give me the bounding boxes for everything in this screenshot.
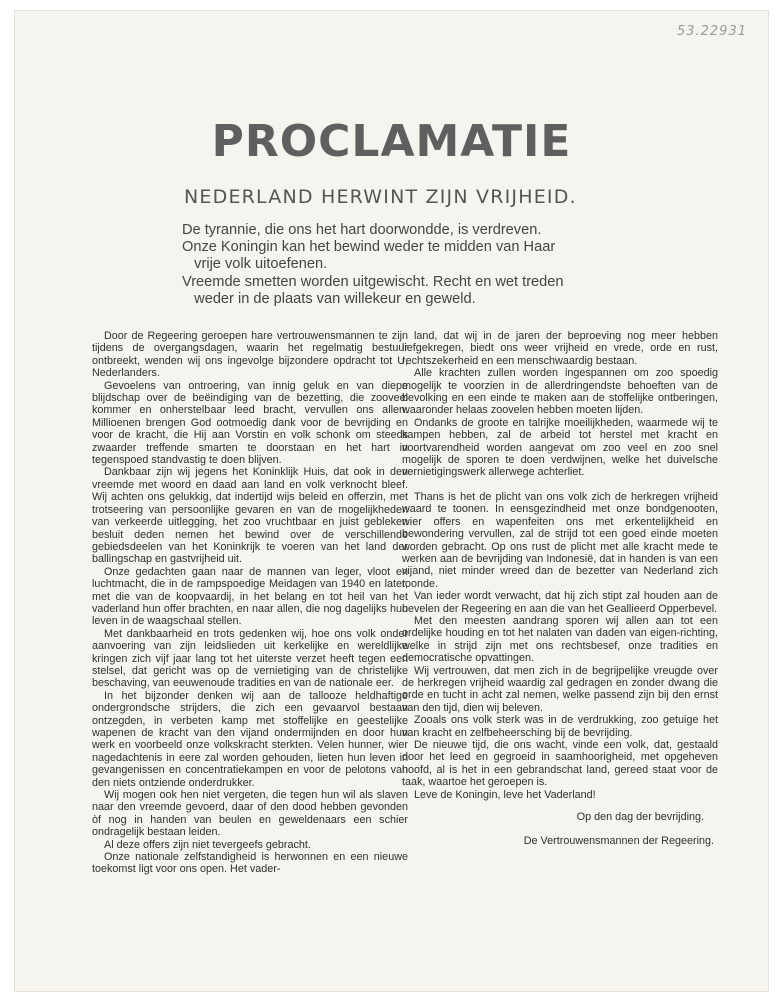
intro-line: Onze Koningin kan het bewind weder te midden van Haar (182, 239, 556, 256)
paragraph: Thans is het de plicht van ons volk zich de herkregen vrijheid waard te toonen. In eensgezindheid met onze bondgenooten, wier offers en wapenfeiten ons met erkentelijkheid en bewondering vervullen, zal de strijd tot een goed einde moeten worden gebracht. Op ons rust de plicht met alle kracht mede te werken aan de bevrijding van Indonesië, dat in handen is van een vijand, niet minder wreed dan de bezetter van Nederland zich toonde. (402, 490, 718, 590)
page-title: PROCLAMATIE (211, 116, 572, 167)
paragraph: Door de Regeering geroepen hare vertrouwensmannen te zijn tijdens de overgangsdagen, waarin het regelmatig bestuur ontbreekt, wenden wij ons ingevolge bijzondere opdracht tot U, Nederlanders. (92, 330, 408, 380)
intro-line: De tyrannie, die ons het hart doorwondde, is verdreven. (182, 222, 542, 238)
paragraph: Onze nationale zelfstandigheid is herwonnen en een nieuwe toekomst ligt voor ons open. Het vader- (92, 851, 408, 876)
paragraph: land, dat wij in de jaren der beproeving nog meer hebben liefgekregen, biedt ons weer vrijheid en vrede, orde en rust, rechtszekerheid en een menschwaardig bestaan. (402, 330, 718, 367)
paragraph: Al deze offers zijn niet tevergeefs gebracht. (104, 838, 311, 851)
paragraph: In het bijzonder denken wij aan de tallooze heldhaftige ondergrondsche strijders, die zich een gevaarvol bestaan ontzegden, in verbeten kamp met stoffelijke en geestelijke wapenen de kracht van den vijand ondermijnden en door hun werk en voorbeeld onze volkskracht sterkten. Velen hunner, wier nagedachtenis in eere zal worden gehouden, lieten hun leven in gevangenissen en concentratiekampen en voor de pelotons van den niets ontziende onderdrukker. (92, 689, 408, 789)
paragraph: Alle krachten zullen worden ingespannen om zoo spoedig mogelijk te voorzien in de allerdringendste behoeften van de bevolking en een einde te maken aan de stoffelijke ontberingen, waaronder helaas zoovelen hebben moeten lijden. (402, 367, 718, 417)
intro-block (182, 222, 642, 308)
paragraph: Gevoelens van ontroering, van innig geluk en van diepe blijdschap over de beëindiging van de bezetting, die zooveel kommer en onherstelbaar leed bracht, vervullen ons allen. Millioenen brengen God ootmoedig dank voor de bevrijding en voor de kracht, die Hij aan Vorstin en volk schonk om steeds zwaarder treffende smarten te doorstaan en het hart in tegenspoed standvastig te doen blijven. (92, 379, 408, 467)
paragraph: Met dankbaarheid en trots gedenken wij, hoe ons volk onder aanvoering van zijn leidslieden uit kerkelijke en wereldlijke kringen zich vijf jaar lang tot het uiterste verzet heeft tegen een stelsel, dat gericht was op de vernietiging van de christelijke beschaving, van eeuwenoude tradities en van de nationale eer. (92, 627, 408, 690)
paragraph: Onze gedachten gaan naar de mannen van leger, vloot en luchtmacht, die in de rampspoedige Meidagen van 1940 en later, met die van de koopvaardij, in het belang en tot heil van het vaderland hun offer brachten, en naar allen, die nog dagelijks hun leven in de waagschaal stellen. (92, 565, 408, 628)
intro-line: weder in de plaats van willekeur en geweld. (182, 290, 476, 307)
paragraph: Wij vertrouwen, dat men zich in de begrijpelijke vreugde over de herkregen vrijheid waardig zal gedragen en zonder dwang die orde en tucht in acht zal nemen, welke passend zijn bij den ernst van den tijd, dien wij beleven. (402, 664, 718, 714)
closing-cheer: Leve de Koningin, leve het Vaderland! (414, 788, 596, 801)
proclamation-sheet (14, 10, 769, 992)
signature: De Vertrouwensmannen der Regeering. (523, 835, 714, 848)
date-line: Op den dag der bevrijding. (576, 811, 704, 824)
paragraph: Zooals ons volk sterk was in de verdrukking, zoo getuige het van kracht en zelfbeheersching bij de bevrijding. (402, 714, 718, 739)
paragraph: Van ieder wordt verwacht, dat hij zich stipt zal houden aan de bevelen der Regeering en aan die van het Geallieerd Opperbevel. (402, 590, 718, 615)
intro-line: vrije volk uitoefenen. (182, 256, 328, 273)
paragraph: Ondanks de groote en talrijke moeilijkheden, waarmede wij te kampen hebben, zal de arbeid tot herstel met kracht en voortvarendheid worden aangevat om zoo veel en zoo snel mogelijk de sporen te doen verdwijnen, welke het duivelsche vernietigingswerk allerwege achterliet. (402, 416, 718, 479)
paragraph: Wij mogen ook hen niet vergeten, die tegen hun wil als slaven naar den vreemde gevoerd, daar of den dood hebben gevonden òf nog in handen van beulen en geweldenaars een schier ondragelijk bestaan leiden. (92, 789, 408, 839)
paragraph: Dankbaar zijn wij jegens het Koninklijk Huis, dat ook in den vreemde met woord en daad aan land en volk verknocht bleef. Wij achten ons gelukkig, dat indertijd wijs beleid en offerzin, met trotseering van persoonlijke gevaren en van de mogelijkheden van verkeerde uitlegging, het zoo vruchtbaar en juist gebleken besluit deden nemen het bewind over de verschillende gebiedsdeelen van het Koninkrijk te voeren van het land der ballingschap en gastvrijheid uit. (92, 466, 408, 566)
paragraph: Met den meesten aandrang sporen wij allen aan tot een ordelijke houding en tot het nalaten van daden van eigen-richting, welke in strijd zijn met ons rechtsbesef, onze tradities en democratische opvattingen. (402, 614, 718, 665)
subtitle: NEDERLAND HERWINT ZIJN VRIJHEID. (184, 186, 577, 208)
archive-number: 53.22931 (676, 24, 747, 39)
intro-line: Vreemde smetten worden uitgewischt. Recht en wet treden (182, 273, 564, 290)
right-column (402, 330, 718, 848)
left-column (92, 330, 408, 876)
paragraph: De nieuwe tijd, die ons wacht, vinde een volk, dat, gestaald door het leed en gegroeid in saamhoorigheid, met opgeheven hoofd, al is het in een gebrandschat land, gereed staat voor de taak, waartoe het geroepen is. (402, 739, 718, 789)
